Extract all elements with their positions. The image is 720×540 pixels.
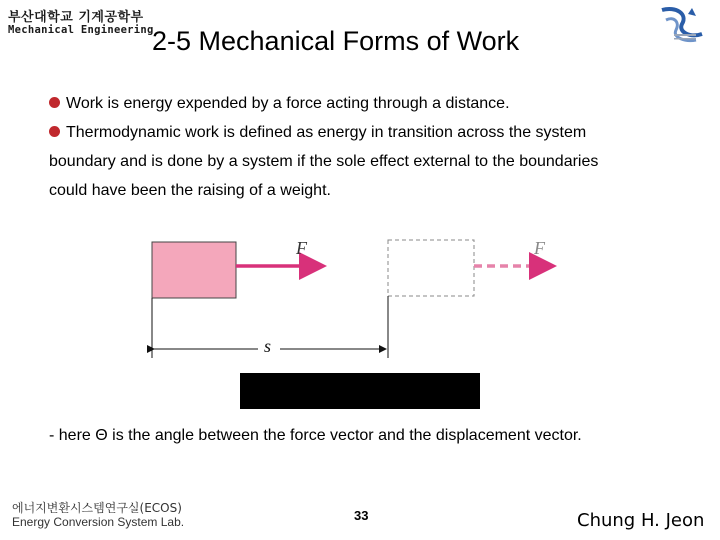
bullet-item — [49, 123, 586, 143]
force-label: F — [296, 238, 307, 258]
footer-lab-kr: 에너지변환시스템연구실(ECOS) — [12, 501, 182, 515]
bullet-continuation: could have been the raising of a weight. — [49, 182, 331, 199]
header-university-kr: 부산대학교 기계공학부 — [8, 10, 144, 25]
slide-title: 2-5 Mechanical Forms of Work — [152, 26, 520, 56]
block-initial — [152, 242, 236, 298]
bullet-dot-icon — [49, 126, 60, 137]
university-emblem-icon — [652, 4, 712, 46]
force-label-displaced: F — [534, 238, 545, 258]
block-displaced — [388, 240, 474, 296]
author-name: Chung H. Jeon — [577, 510, 705, 531]
angle-note: - here Θ is the angle between the force vector and the displacement vector. — [49, 427, 582, 444]
displacement-label: s — [264, 336, 272, 356]
header-department-en: Mechanical Engineering — [8, 24, 154, 36]
work-diagram — [140, 228, 560, 363]
equation-redacted-box — [240, 373, 480, 409]
bullet-continuation: boundary and is done by a system if the sole effect external to the boundaries — [49, 153, 599, 170]
footer-lab-en: Energy Conversion System Lab. — [12, 515, 185, 529]
bullet-item — [49, 94, 510, 114]
bullet-text: Work is energy expended by a force acting through a distance. — [66, 95, 510, 112]
page-number: 33 — [354, 508, 369, 523]
bullet-text: Thermodynamic work is defined as energy in transition across the system — [66, 124, 587, 141]
bullet-dot-icon — [49, 97, 60, 108]
